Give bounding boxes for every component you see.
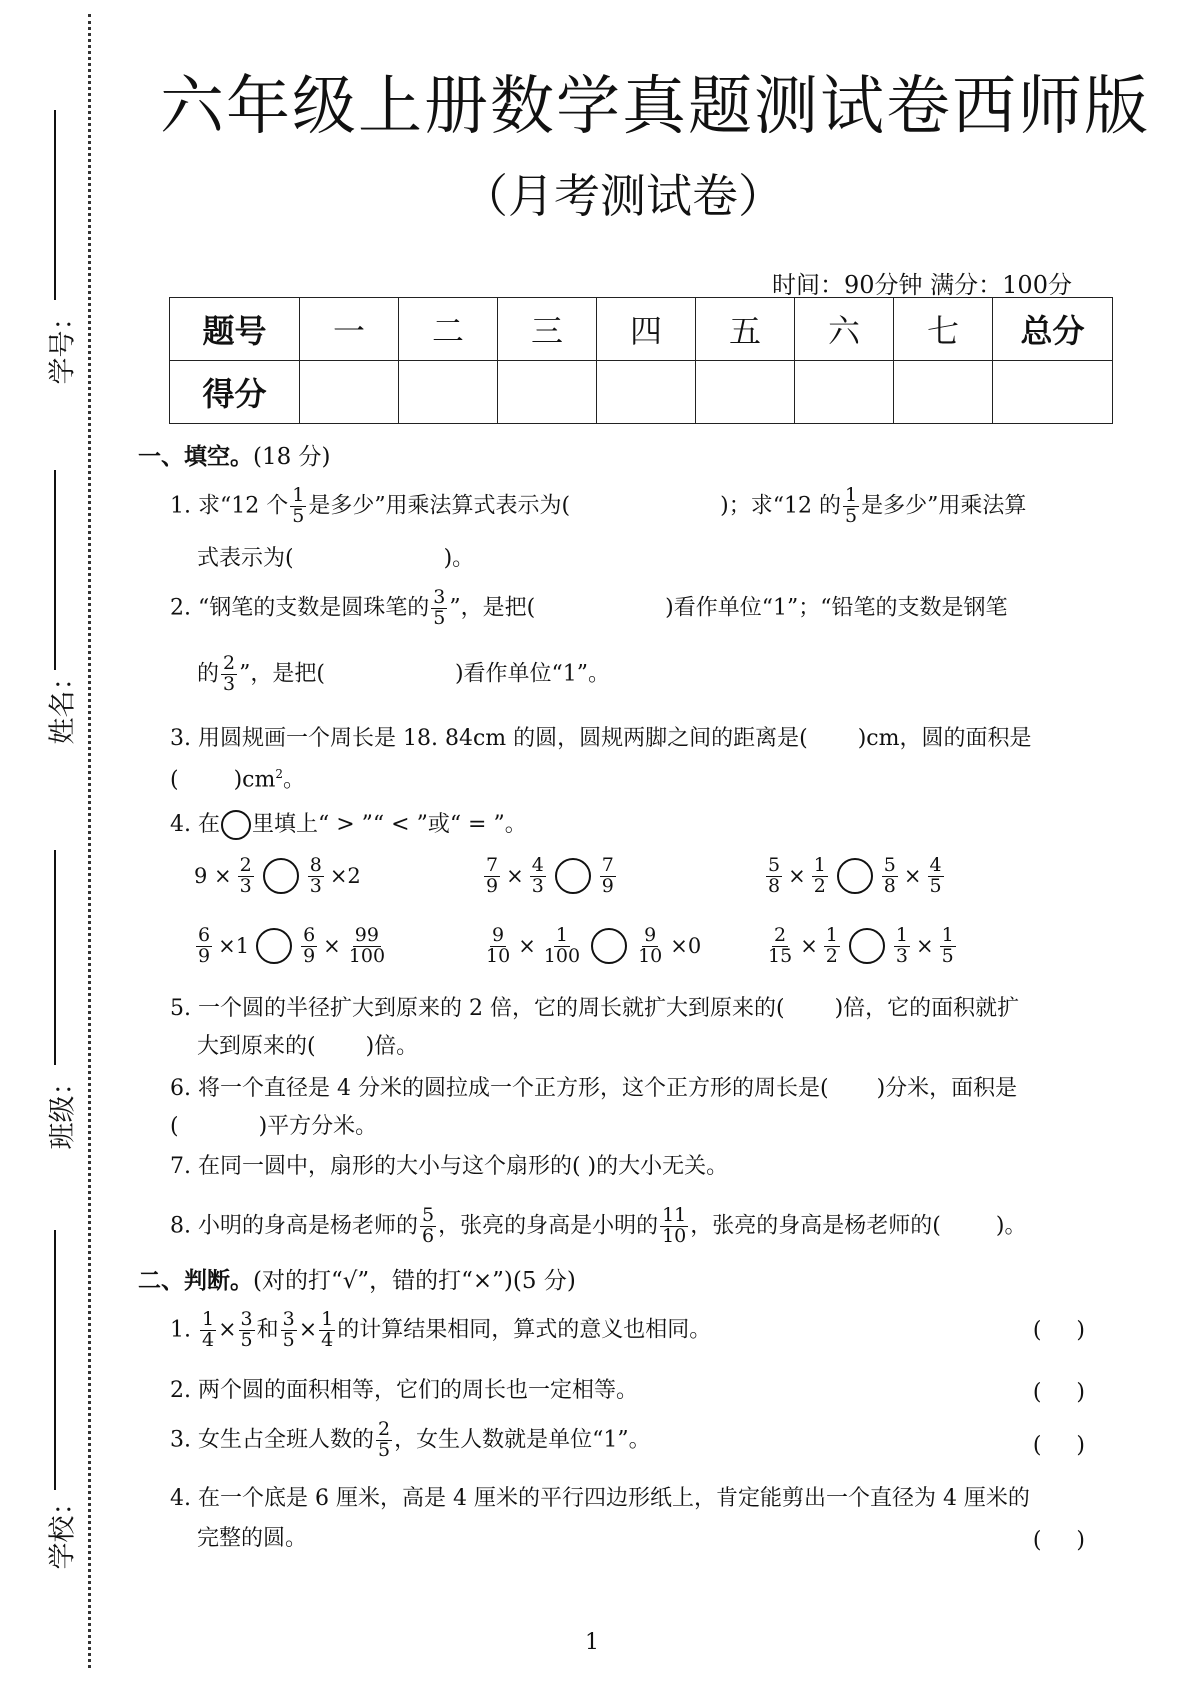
fraction: $\frac{99}{100}$ [348,924,386,967]
compare-r1c3 [764,856,946,897]
q1-1-text-b: 是多少”用乘法算式表示为( [308,493,571,519]
score-col-1: 一 [300,298,399,361]
fraction: $\frac{4}{3}$ [531,854,544,897]
answer-circle[interactable] [263,858,299,894]
question-2-4: 4. 在一个底是 6 厘米，高是 4 厘米的平行四边形纸上，肯定能剪出一个直径为 4 厘米的 [170,1486,1030,1511]
page-subtitle: （月考测试卷） [462,169,784,223]
fraction-2-3: $\frac{2}{3}$ [223,652,236,695]
q1-8-text-c: ，张亮的身高是杨老师的( [690,1213,941,1239]
q1-8-text-d: )。 [995,1213,1027,1239]
fraction-3-5: $\frac{3}{5}$ [282,1308,295,1351]
fraction-3-5: $\frac{3}{5}$ [433,586,446,629]
section-1-points: (18 分) [253,444,331,470]
q1-3-text-c: ( [170,767,179,793]
fraction-1-4: $\frac{1}{4}$ [202,1308,215,1351]
q1-6-text-a: 6. 将一个直径是 4 分米的圆拉成一个正方形，这个正方形的周长是( [170,1076,829,1101]
fraction: $\frac{2}{3}$ [239,854,252,897]
question-1-6-cont [170,1116,377,1138]
q1-8-text-a: 8. 小明的身高是杨老师的 [170,1213,418,1239]
q1-3-text-d: )cm [233,767,276,793]
page-number: 1 [585,1630,599,1655]
q1-2-text-d: 的 [197,661,220,687]
answer-circle[interactable] [849,928,885,964]
q1-1-text-e: 式表示为( [197,546,294,571]
score-cell-4[interactable] [597,361,696,424]
q2-3-text-a: 3. 女生占全班人数的 [170,1427,374,1453]
score-table-row-label: 题号 [170,298,300,361]
q1-1-text-f: )。 [443,546,475,571]
question-1-6 [170,1078,1017,1100]
binding-dotted-line [88,14,91,1668]
times-sign: × [323,934,341,959]
fraction: $\frac{6}{9}$ [303,924,316,967]
fraction: $\frac{4}{5}$ [929,854,942,897]
fraction: $\frac{1}{5}$ [941,924,954,967]
student-name-line [54,470,56,670]
score-cell-total[interactable] [993,361,1113,424]
question-1-3-cont [170,768,305,791]
q1-2-text-f: )看作单位“1”。 [454,661,611,687]
answer-paren-2-3[interactable]: ( ) [1032,1433,1085,1458]
score-row-label: 得分 [170,361,300,424]
question-1-3 [170,728,1032,750]
q1-2-text-e: ”，是把( [239,661,325,687]
q1-5-text-b: )倍，它的面积就扩 [834,996,1020,1021]
fraction-1-5: $\frac{1}{5}$ [844,484,858,527]
student-id-field[interactable] [28,110,88,385]
q1-3-text-b: )cm，圆的面积是 [857,726,1032,751]
compare-r2c1 [194,926,389,967]
question-1-1 [170,486,1026,527]
section-1-heading [138,438,331,471]
q1-1-text-d: 是多少”用乘法算 [861,493,1027,519]
q1-6-text-d: )平方分米。 [258,1114,378,1139]
class-field[interactable] [28,850,88,1150]
question-1-2 [170,588,1008,629]
answer-circle[interactable] [837,858,873,894]
school-field[interactable] [28,1230,88,1570]
question-1-7: 7. 在同一圆中，扇形的大小与这个扇形的( )的大小无关。 [170,1154,729,1179]
q1-3-text-e: 。 [283,767,306,793]
school-label: 学校： [47,1488,79,1570]
score-cell-6[interactable] [795,361,894,424]
question-1-1-cont [197,548,474,570]
compare-r1c1 [194,856,361,897]
q1-2-text-b: ”，是把( [449,595,536,621]
q1-4-text-a: 4. 在 [170,812,220,837]
school-line [54,1230,56,1490]
times-sign: × [915,934,934,959]
answer-circle[interactable] [591,928,627,964]
q1-5-text-d: )倍。 [365,1034,419,1059]
fraction: $\frac{5}{8}$ [883,854,896,897]
answer-paren-2-4[interactable]: ( ) [1032,1528,1085,1553]
question-1-2-cont [197,654,610,695]
section-2-instruction: (对的打“√”，错的打“×”)(5 分) [253,1268,576,1294]
fraction-5-6: $\frac{5}{6}$ [421,1204,435,1247]
class-label: 班级： [47,1068,79,1150]
fraction: $\frac{8}{3}$ [309,854,322,897]
q2-3-text-b: ，女生人数就是单位“1”。 [394,1427,651,1453]
score-col-4: 四 [597,298,696,361]
q1-2-text-a: 2. “钢笔的支数是圆珠笔的 [170,595,430,621]
score-cell-7[interactable] [894,361,993,424]
times-sign: × [218,1317,237,1343]
q1-1-text-c: )；求“12 的 [720,493,841,519]
student-id-label: 学号： [47,303,79,385]
score-table-score-row [170,361,1113,424]
compare-text: ×0 [670,934,702,959]
circle-icon [221,810,251,840]
q1-4-text-b: 里填上“ > ”“ < ”或“ = ”。 [251,812,527,837]
question-1-5 [170,998,1019,1020]
times-sign: × [298,1317,318,1343]
q2-1-and: 和 [256,1317,279,1343]
student-name-field[interactable] [28,470,88,745]
section-2-heading [138,1262,576,1295]
answer-paren-2-2[interactable]: ( ) [1032,1380,1085,1405]
compare-text: ×1 [218,934,250,959]
q1-6-text-b: )分米，面积是 [876,1076,1018,1101]
question-1-4 [170,810,527,840]
score-table-header-row [170,298,1113,361]
fraction: $\frac{9}{10}$ [486,924,511,967]
compare-r2c2 [482,926,701,967]
question-1-8 [170,1206,1026,1247]
fraction: $\frac{1}{2}$ [825,924,838,967]
score-cell-5[interactable] [696,361,795,424]
student-id-line [54,110,56,300]
fraction-2-5: $\frac{2}{5}$ [377,1418,391,1461]
q2-1-num: 1. [170,1317,191,1343]
score-col-5: 五 [696,298,795,361]
fraction: $\frac{9}{10}$ [638,924,663,967]
q1-3-sup: 2 [275,767,283,781]
fraction: $\frac{6}{9}$ [198,924,211,967]
fraction: 7 9 [601,854,614,897]
fraction: $\frac{1}{100}$ [543,924,581,967]
answer-circle[interactable] [256,928,292,964]
question-2-2: 2. 两个圆的面积相等，它们的周长也一定相等。 [170,1378,638,1403]
compare-r2c3 [764,926,958,967]
student-name-label: 姓名： [47,663,79,745]
times-sign: × [800,934,818,959]
fraction-1-5: $\frac{1}{5}$ [292,484,305,527]
score-cell-3[interactable] [498,361,597,424]
fraction-11-10: $\frac{11}{10}$ [662,1204,687,1247]
times-sign: × [506,864,524,889]
q1-3-text-a: 3. 用圆规画一个周长是 18. 84cm 的圆，圆规两脚之间的距离是( [170,726,808,751]
exam-meta: 时间：90分钟 满分：100分 [772,271,1072,299]
score-col-3: 三 [498,298,597,361]
score-col-2: 二 [399,298,498,361]
times-sign: × [903,864,922,889]
question-2-4-cont: 完整的圆。 [197,1526,308,1551]
question-1-5-cont [197,1036,418,1058]
score-col-6: 六 [795,298,894,361]
times-sign: × [518,934,536,959]
score-table [169,297,1113,424]
score-col-7: 七 [894,298,993,361]
fraction: $\frac{1}{3}$ [895,924,908,967]
q1-5-text-a: 5. 一个圆的半径扩大到原来的 2 倍，它的周长就扩大到原来的( [170,996,785,1021]
fraction: $\frac{1}{2}$ [813,854,826,897]
fraction: $\frac{2}{15}$ [768,924,793,967]
class-line [54,850,56,1065]
times-sign: × [788,864,806,889]
q1-5-text-c: 大到原来的( [197,1034,316,1059]
q1-1-text-a: 1. 求“12 个 [170,493,289,519]
fraction-3-5: $\frac{3}{5}$ [240,1308,253,1351]
q1-6-text-c: ( [170,1114,179,1139]
q2-1-text: 的计算结果相同，算式的意义也相同。 [337,1317,712,1343]
compare-r1c2 [482,856,618,897]
compare-text: ×2 [329,864,361,889]
fraction: $\frac{7}{9}$ [486,854,499,897]
question-2-3 [170,1420,651,1461]
page-title: 六年级上册数学真题测试卷西师版 [160,70,1150,144]
section-1-title: 一、填空。 [138,444,253,470]
answer-paren-2-1[interactable]: ( ) [1032,1318,1085,1343]
fraction-1-4: $\frac{1}{4}$ [321,1308,334,1351]
score-cell-2[interactable] [399,361,498,424]
answer-circle[interactable] [555,858,591,894]
compare-text: 9 × [194,864,232,889]
fraction: $\frac{5}{8}$ [768,854,781,897]
score-col-total: 总分 [993,298,1113,361]
question-2-1 [170,1310,711,1351]
q1-2-text-c: )看作单位“1”；“铅笔的支数是钢笔 [665,595,1008,621]
score-cell-1[interactable] [300,361,399,424]
section-2-title: 二、判断。 [138,1268,253,1294]
q1-8-text-b: ，张亮的身高是小明的 [438,1213,659,1239]
